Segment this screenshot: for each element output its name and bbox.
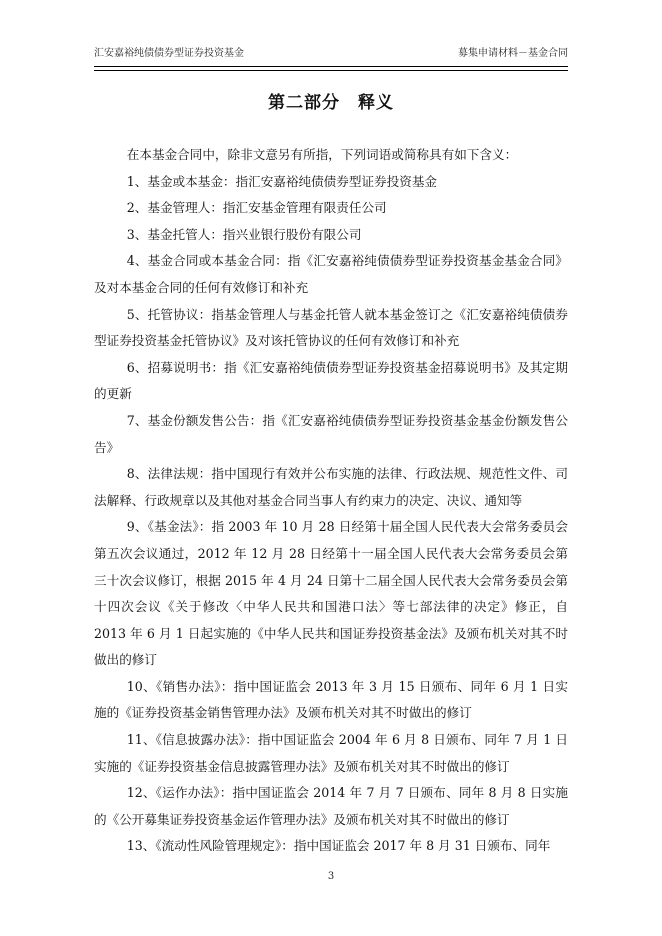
page-number: 3 <box>327 871 335 882</box>
definition-paragraph: 12、《运作办法》：指中国证监会 2014 年 7 月 7 日颁布、同年 8 月 8 日实施的《公开募集证券投资基金运作管理办法》及颁布机关对其不时做出的修订 <box>94 785 568 827</box>
header-rule-thin <box>94 70 568 71</box>
definitions-body <box>94 142 568 860</box>
definition-paragraph: 1、基金或本基金：指汇安嘉裕纯债债券型证券投资基金 <box>126 173 438 189</box>
definition-paragraph: 13、《流动性风险管理规定》：指中国证监会 2017 年 8 月 31 日颁布、同年 <box>126 838 551 854</box>
header-document-type: 募集申请材料－基金合同 <box>458 48 568 59</box>
definition-paragraph: 3、基金托管人：指兴业银行股份有限公司 <box>126 226 362 242</box>
definition-paragraph: 7、基金份额发售公告：指《汇安嘉裕纯债债券型证券投资基金基金份额发售公告》 <box>94 412 568 455</box>
definition-paragraph: 4、基金合同或本基金合同：指《汇安嘉裕纯债债券型证券投资基金基金合同》及对本基金合同的任何有效修订和补充 <box>94 253 568 295</box>
section-title: 第二部分 释义 <box>268 93 394 113</box>
definition-paragraph: 9、《基金法》：指 2003 年 10 月 28 日经第十届全国人民代表大会常务委员会第五次会议通过，2012 年 12 月 28 日经第十一届全国人民代表大会常务委员会第三十次会议修订，根据 2015 年 4 月 24 日第十二届全国人民代表大会常务委员会第十四次会议《关于修改〈中华人民共和国港口法〉等七部法律的决定》修正，自 2013 年 6 月 1 日起实施的《中华人民共和国证券投资基金法》及颁布机关对其不时做出的修订 <box>94 519 568 668</box>
definition-paragraph: 5、托管协议：指基金管理人与基金托管人就本基金签订之《汇安嘉裕纯债债券型证券投资基金托管协议》及对该托管协议的任何有效修订和补充 <box>94 306 568 349</box>
header-fund-name: 汇安嘉裕纯债债券型证券投资基金 <box>94 48 244 59</box>
definition-paragraph: 2、基金管理人：指汇安基金管理有限责任公司 <box>126 200 387 216</box>
page-header <box>94 44 568 60</box>
definition-paragraph: 10、《销售办法》：指中国证监会 2013 年 3 月 15 日颁布、同年 6 月 1 日实施的《证券投资基金销售管理办法》及颁布机关对其不时做出的修订 <box>94 678 568 721</box>
definition-paragraph: 8、法律法规：指中国现行有效并公布实施的法律、行政法规、规范性文件、司法解释、行政规章以及其他对基金合同当事人有约束力的决定、决议、通知等 <box>94 466 568 508</box>
definition-paragraph: 11、《信息披露办法》：指中国证监会 2004 年 6 月 8 日颁布、同年 7 月 1 日实施的《证券投资基金信息披露管理办法》及颁布机关对其不时做出的修订 <box>94 732 568 774</box>
intro-paragraph: 在本基金合同中，除非文意另有所指，下列词语或简称具有如下含义： <box>126 147 518 162</box>
definition-paragraph: 6、招募说明书：指《汇安嘉裕纯债债券型证券投资基金招募说明书》及其定期的更新 <box>94 359 568 402</box>
header-rule-thick <box>94 66 568 67</box>
